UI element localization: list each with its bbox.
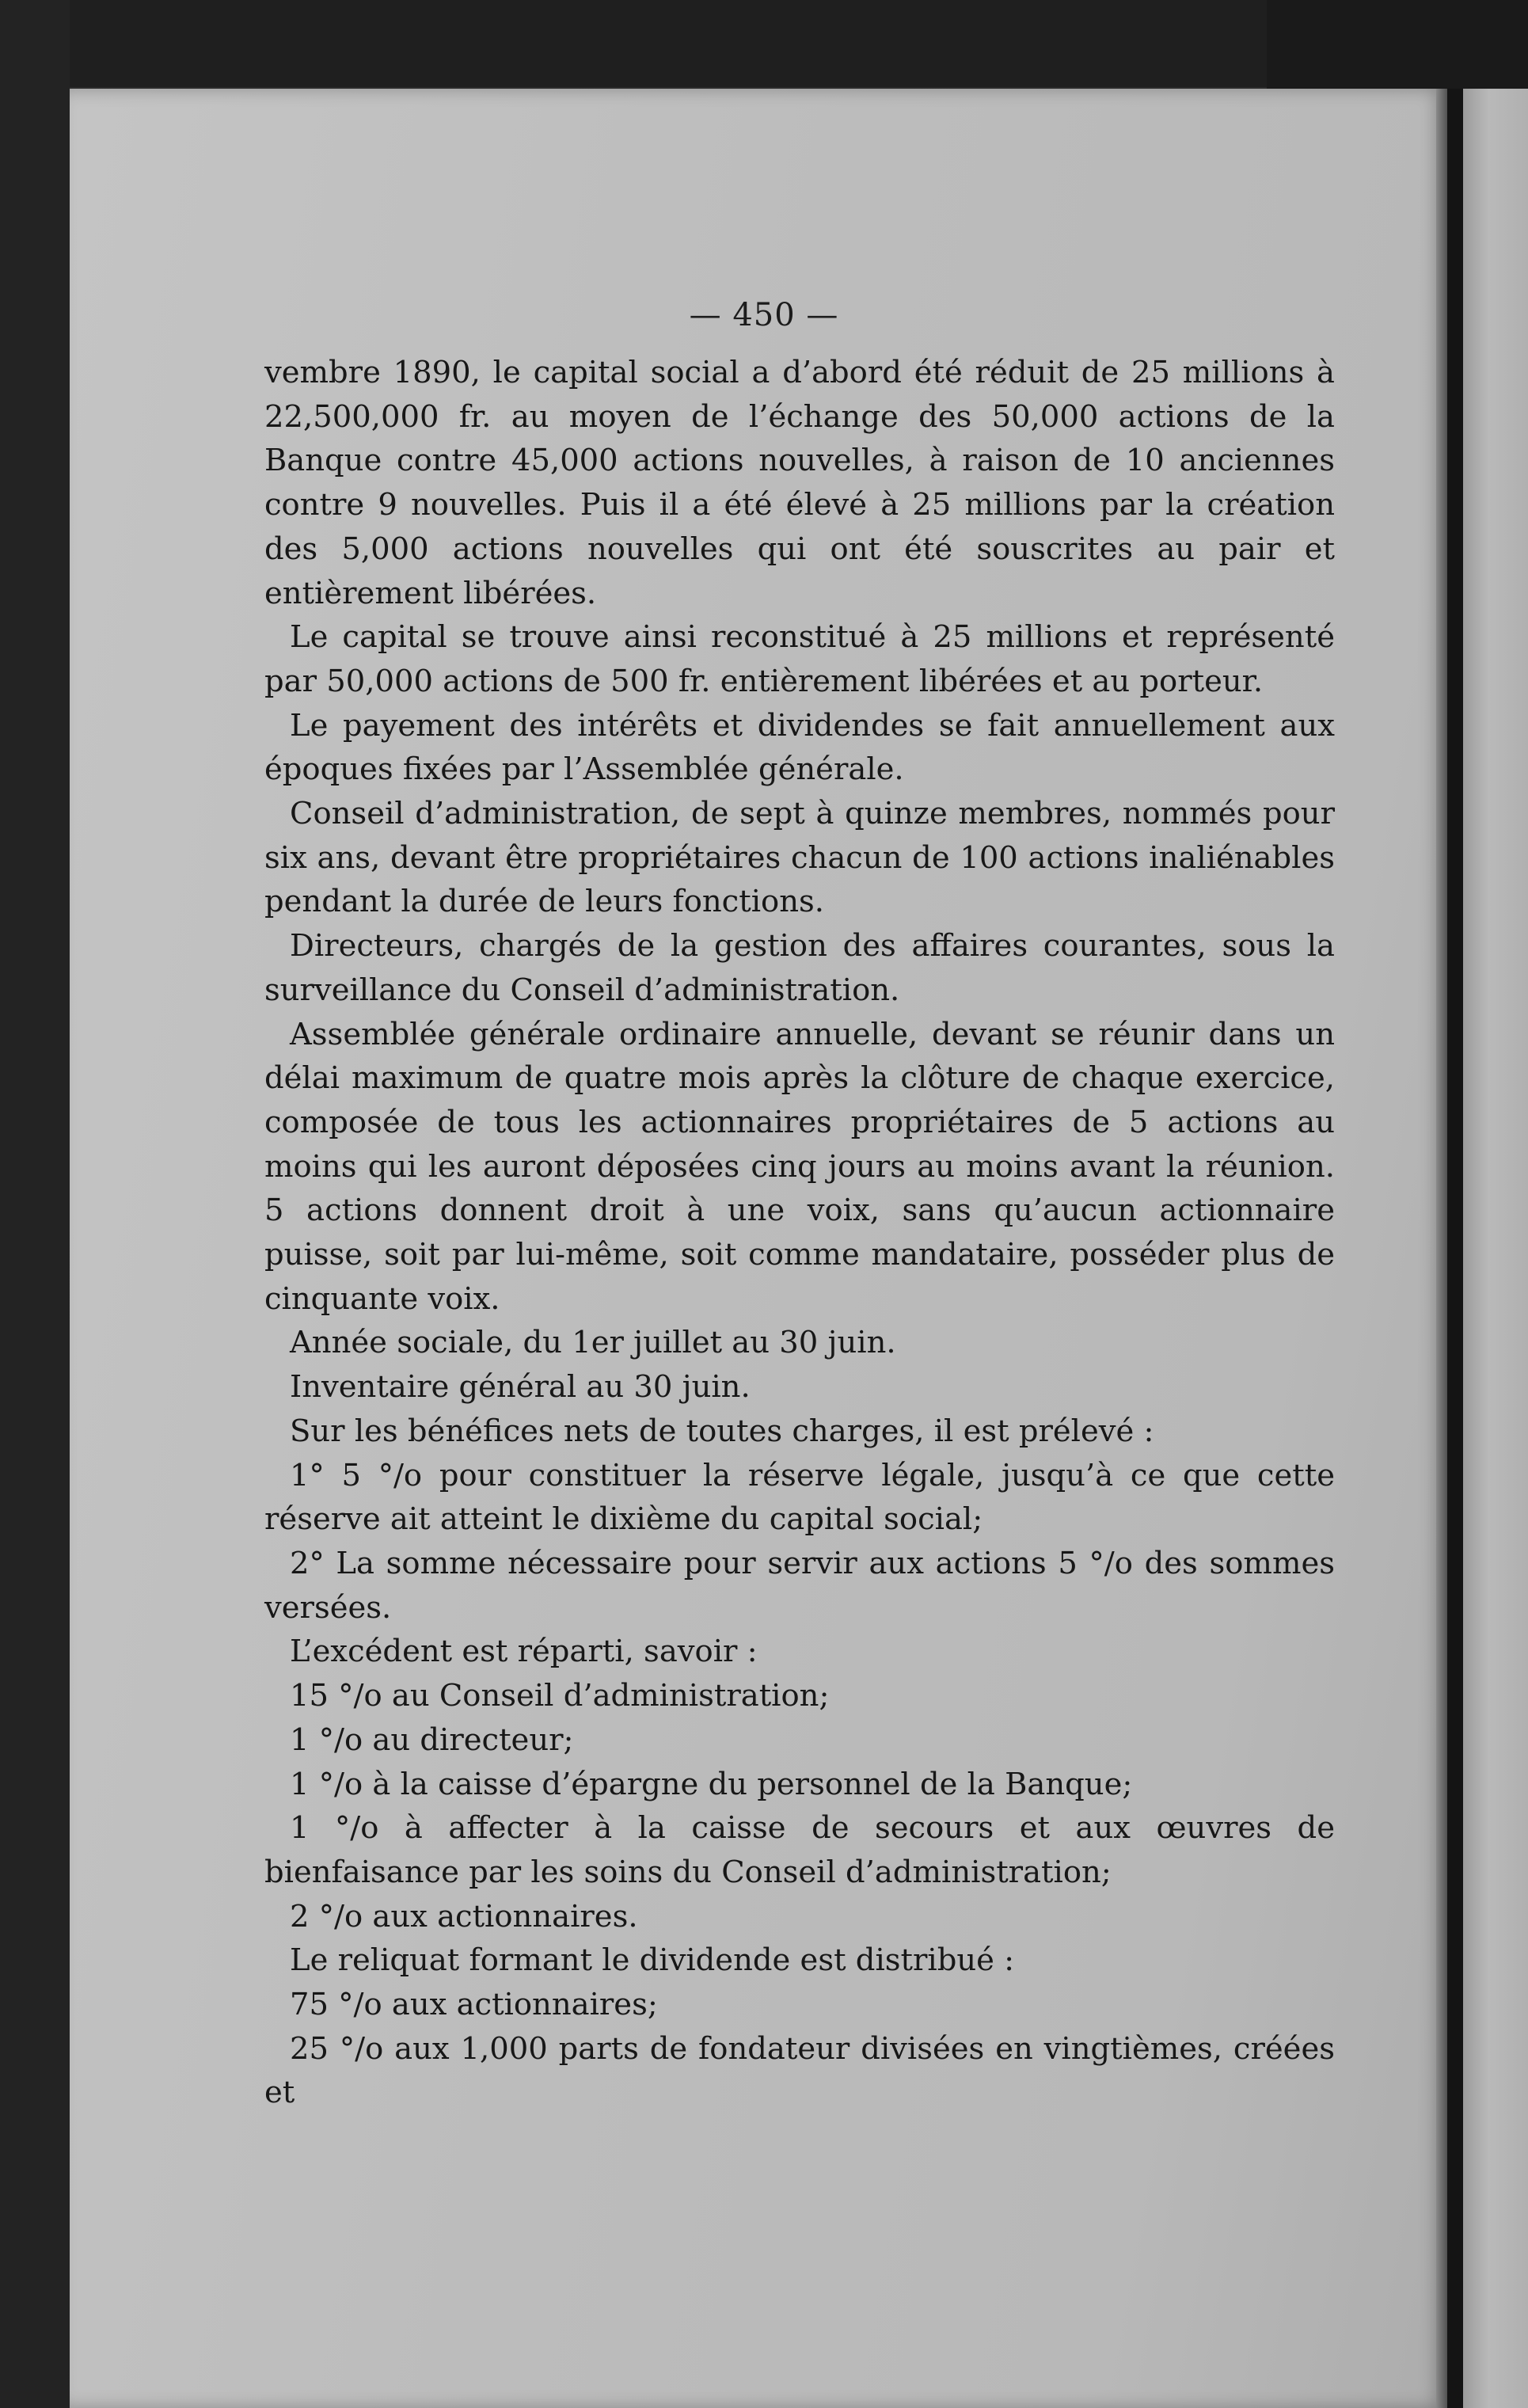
list-item: 75 °/o aux actionnaires;	[290, 1987, 658, 2023]
list-item: 2° La somme nécessaire pour servir aux actions 5 °/o des sommes versées.	[264, 1545, 1335, 1626]
paragraph: Le payement des intérêts et dividendes se fait annuellement aux époques fixées par l’Assemblée générale.	[264, 707, 1335, 788]
page-number: — 450 —	[689, 297, 839, 333]
paragraph: Inventaire général au 30 juin.	[290, 1369, 751, 1406]
list-item: 25 °/o aux 1,000 parts de fondateur divisées en vingtièmes, créées et	[264, 2030, 1335, 2111]
list-item: 1 °/o au directeur;	[290, 1721, 574, 1758]
list-item: 1 °/o à affecter à la caisse de secours et aux œuvres de bienfaisance par les soins du Conseil d’administration;	[264, 1810, 1335, 1890]
paragraph: L’excédent est réparti, savoir :	[290, 1634, 758, 1670]
page-gap	[1447, 89, 1463, 2408]
paragraph: Le reliquat formant le dividende est distribué :	[290, 1942, 1015, 1979]
list-item: 2 °/o aux actionnaires.	[290, 1898, 638, 1934]
paragraph: vembre 1890, le capital social a d’abord été réduit de 25 millions à 22,500,000 fr. au moyen de l’échange des 50,000 actions de la Banque contre 45,000 actions nouvelles, à raison de 10 anciennes contre 9 nouvelles. Puis il a été élevé à 25 millions par la création des 5,000 actions nouvelles qui ont été souscrites au pair et entièrement libérées.	[264, 355, 1335, 611]
paragraph: Directeurs, chargés de la gestion des affaires courantes, sous la surveillance du Conseil d’administration.	[264, 928, 1335, 1008]
paragraph: Conseil d’administration, de sept à quinze membres, nommés pour six ans, devant être propriétaires chacun de 100 actions inaliénables pendant la durée de leurs fonctions.	[264, 796, 1335, 920]
paragraph: Sur les bénéfices nets de toutes charges, il est prélevé :	[290, 1413, 1154, 1449]
paragraph: Assemblée générale ordinaire annuelle, devant se réunir dans un délai maximum de quatre mois après la clôture de chaque exercice, composée de tous les actionnaires propriétaires de 5 actions au moins qui les auront déposées cinq jours au moins avant la réunion. 5 actions donnent droit à une voix, sans qu’aucun actionnaire puisse, soit par lui-même, soit comme mandataire, posséder plus de cinquante voix.	[264, 1016, 1335, 1317]
list-item: 1 °/o à la caisse d’épargne du personnel de la Banque;	[290, 1766, 1133, 1802]
body-text	[264, 351, 1335, 2115]
list-item: 15 °/o au Conseil d’administration;	[290, 1678, 830, 1714]
list-item: 1° 5 °/o pour constituer la réserve légale, jusqu’à ce que cette réserve ait atteint le dixième du capital social;	[264, 1457, 1335, 1538]
paragraph: Année sociale, du 1er juillet au 30 juin.	[290, 1325, 896, 1361]
facing-page-edge	[1463, 89, 1528, 2408]
scan-background-left	[0, 0, 70, 2408]
paragraph: Le capital se trouve ainsi reconstitué à 25 millions et représenté par 50,000 actions de 500 fr. entièrement libérées et au porteur.	[264, 619, 1335, 699]
